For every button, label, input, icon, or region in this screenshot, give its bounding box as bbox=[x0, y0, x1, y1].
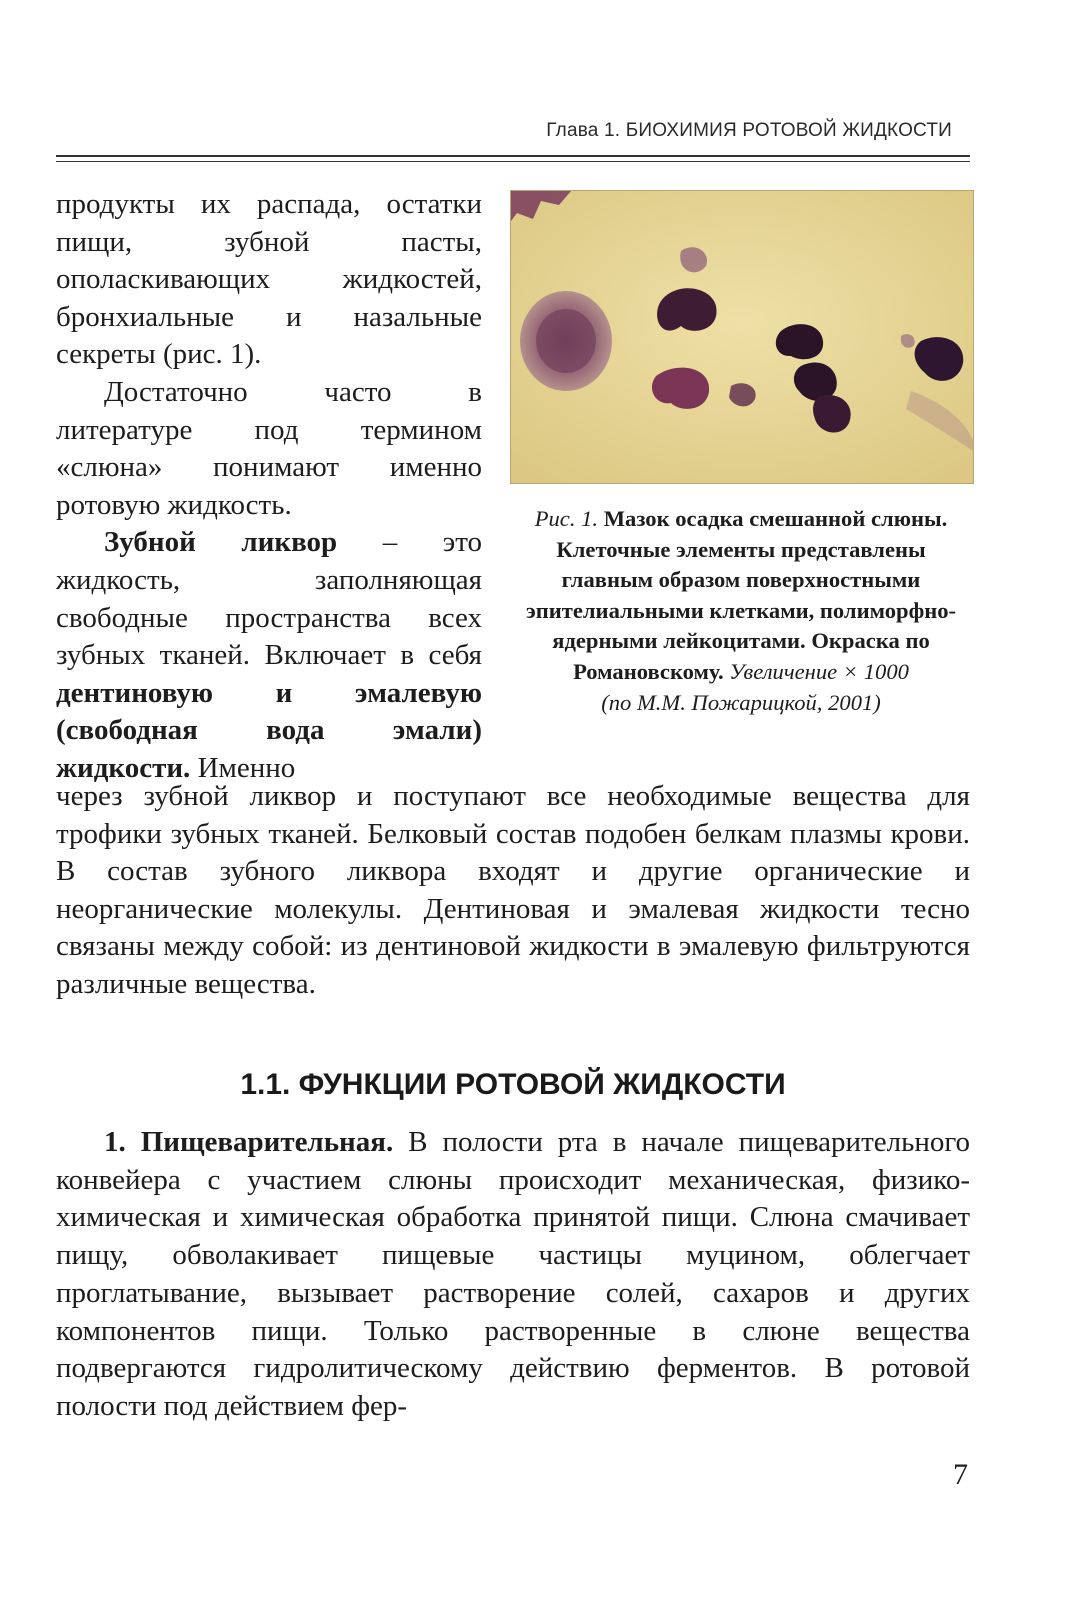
page-number: 7 bbox=[953, 1458, 968, 1491]
caption-magnification: Увеличение × 1000 bbox=[723, 658, 909, 684]
paragraph-continuation: через зубной ликвор и поступают все необходимые вещества для трофики зубных тканей. Белковый состав подобен белкам плазмы крови. В состав зубного ликвора входят и другие органические и неорганические молекулы. Дентиновая и эмалевая жидкости тесно связаны между собой: из дентиновой жидкости в эмалевую фильтруются различные вещества. bbox=[56, 780, 970, 1000]
micrograph-image bbox=[510, 190, 974, 484]
section-heading: 1.1. ФУНКЦИИ РОТОВОЙ ЖИДКОСТИ bbox=[240, 1068, 786, 1101]
item-label: 1. Пищеварительная. bbox=[104, 1126, 394, 1158]
left-column bbox=[56, 186, 482, 788]
caption-description: Мазок осадка смешанной слюны. Клеточные элементы представлены главным образом поверхностными эпителиальными клетками, полиморфно-ядерными лейкоцитами. Окраска по Романовскому. bbox=[525, 506, 957, 684]
item-text: В полости рта в начале пищеварительного конвейера с участием слюны происходит механическая, физико-химическая и химическая обработка принятой пищи. Слюна смачивает пищу, обволакивает пищевые частицы муцином, облегчает проглатывание, вызывает растворение солей, сахаров и других компонентов пищи. Только растворенные в слюне вещества подвергаются гидролитическому действию ферментов. В ротовой полости под действием фер- bbox=[56, 1126, 971, 1422]
running-head: Глава 1. БИОХИМИЯ РОТОВОЙ ЖИДКОСТИ bbox=[546, 120, 952, 141]
header-rule-thick bbox=[56, 155, 970, 157]
header-rule-thin bbox=[56, 161, 970, 162]
continuation-text bbox=[56, 778, 970, 1004]
definition-text: – это жидкость, заполняющая свободные пространства всех зубных тканей. Включает в себя bbox=[56, 526, 482, 672]
figure-1 bbox=[510, 190, 972, 718]
term-dental-liquor: Зубной ликвор bbox=[104, 526, 338, 559]
paragraph-saliva-term: Достаточно часто в литературе под термином «слюна» понимают именно ротовую жидкость. bbox=[56, 375, 482, 521]
paragraph-products: продукты их распада, остатки пищи, зубной пасты, ополаскивающих жидкостей, бронхиальные и назальные секреты (рис. 1). bbox=[56, 188, 482, 371]
caption-source: (по М.М. Пожарицкой, 2001) bbox=[601, 689, 881, 715]
definition-tail: Именно bbox=[190, 751, 296, 784]
paragraph-digestive-function bbox=[56, 1124, 970, 1426]
paragraph-dental-liquor bbox=[56, 524, 482, 787]
figure-caption bbox=[510, 504, 972, 718]
term-dentin-enamel-fluid: дентиновую и эмалевую (свободная вода эмали) жидкости. bbox=[56, 676, 482, 784]
figure-label: Рис. 1. bbox=[534, 506, 599, 531]
smear-illustration bbox=[511, 191, 973, 483]
section-body bbox=[56, 1124, 970, 1426]
